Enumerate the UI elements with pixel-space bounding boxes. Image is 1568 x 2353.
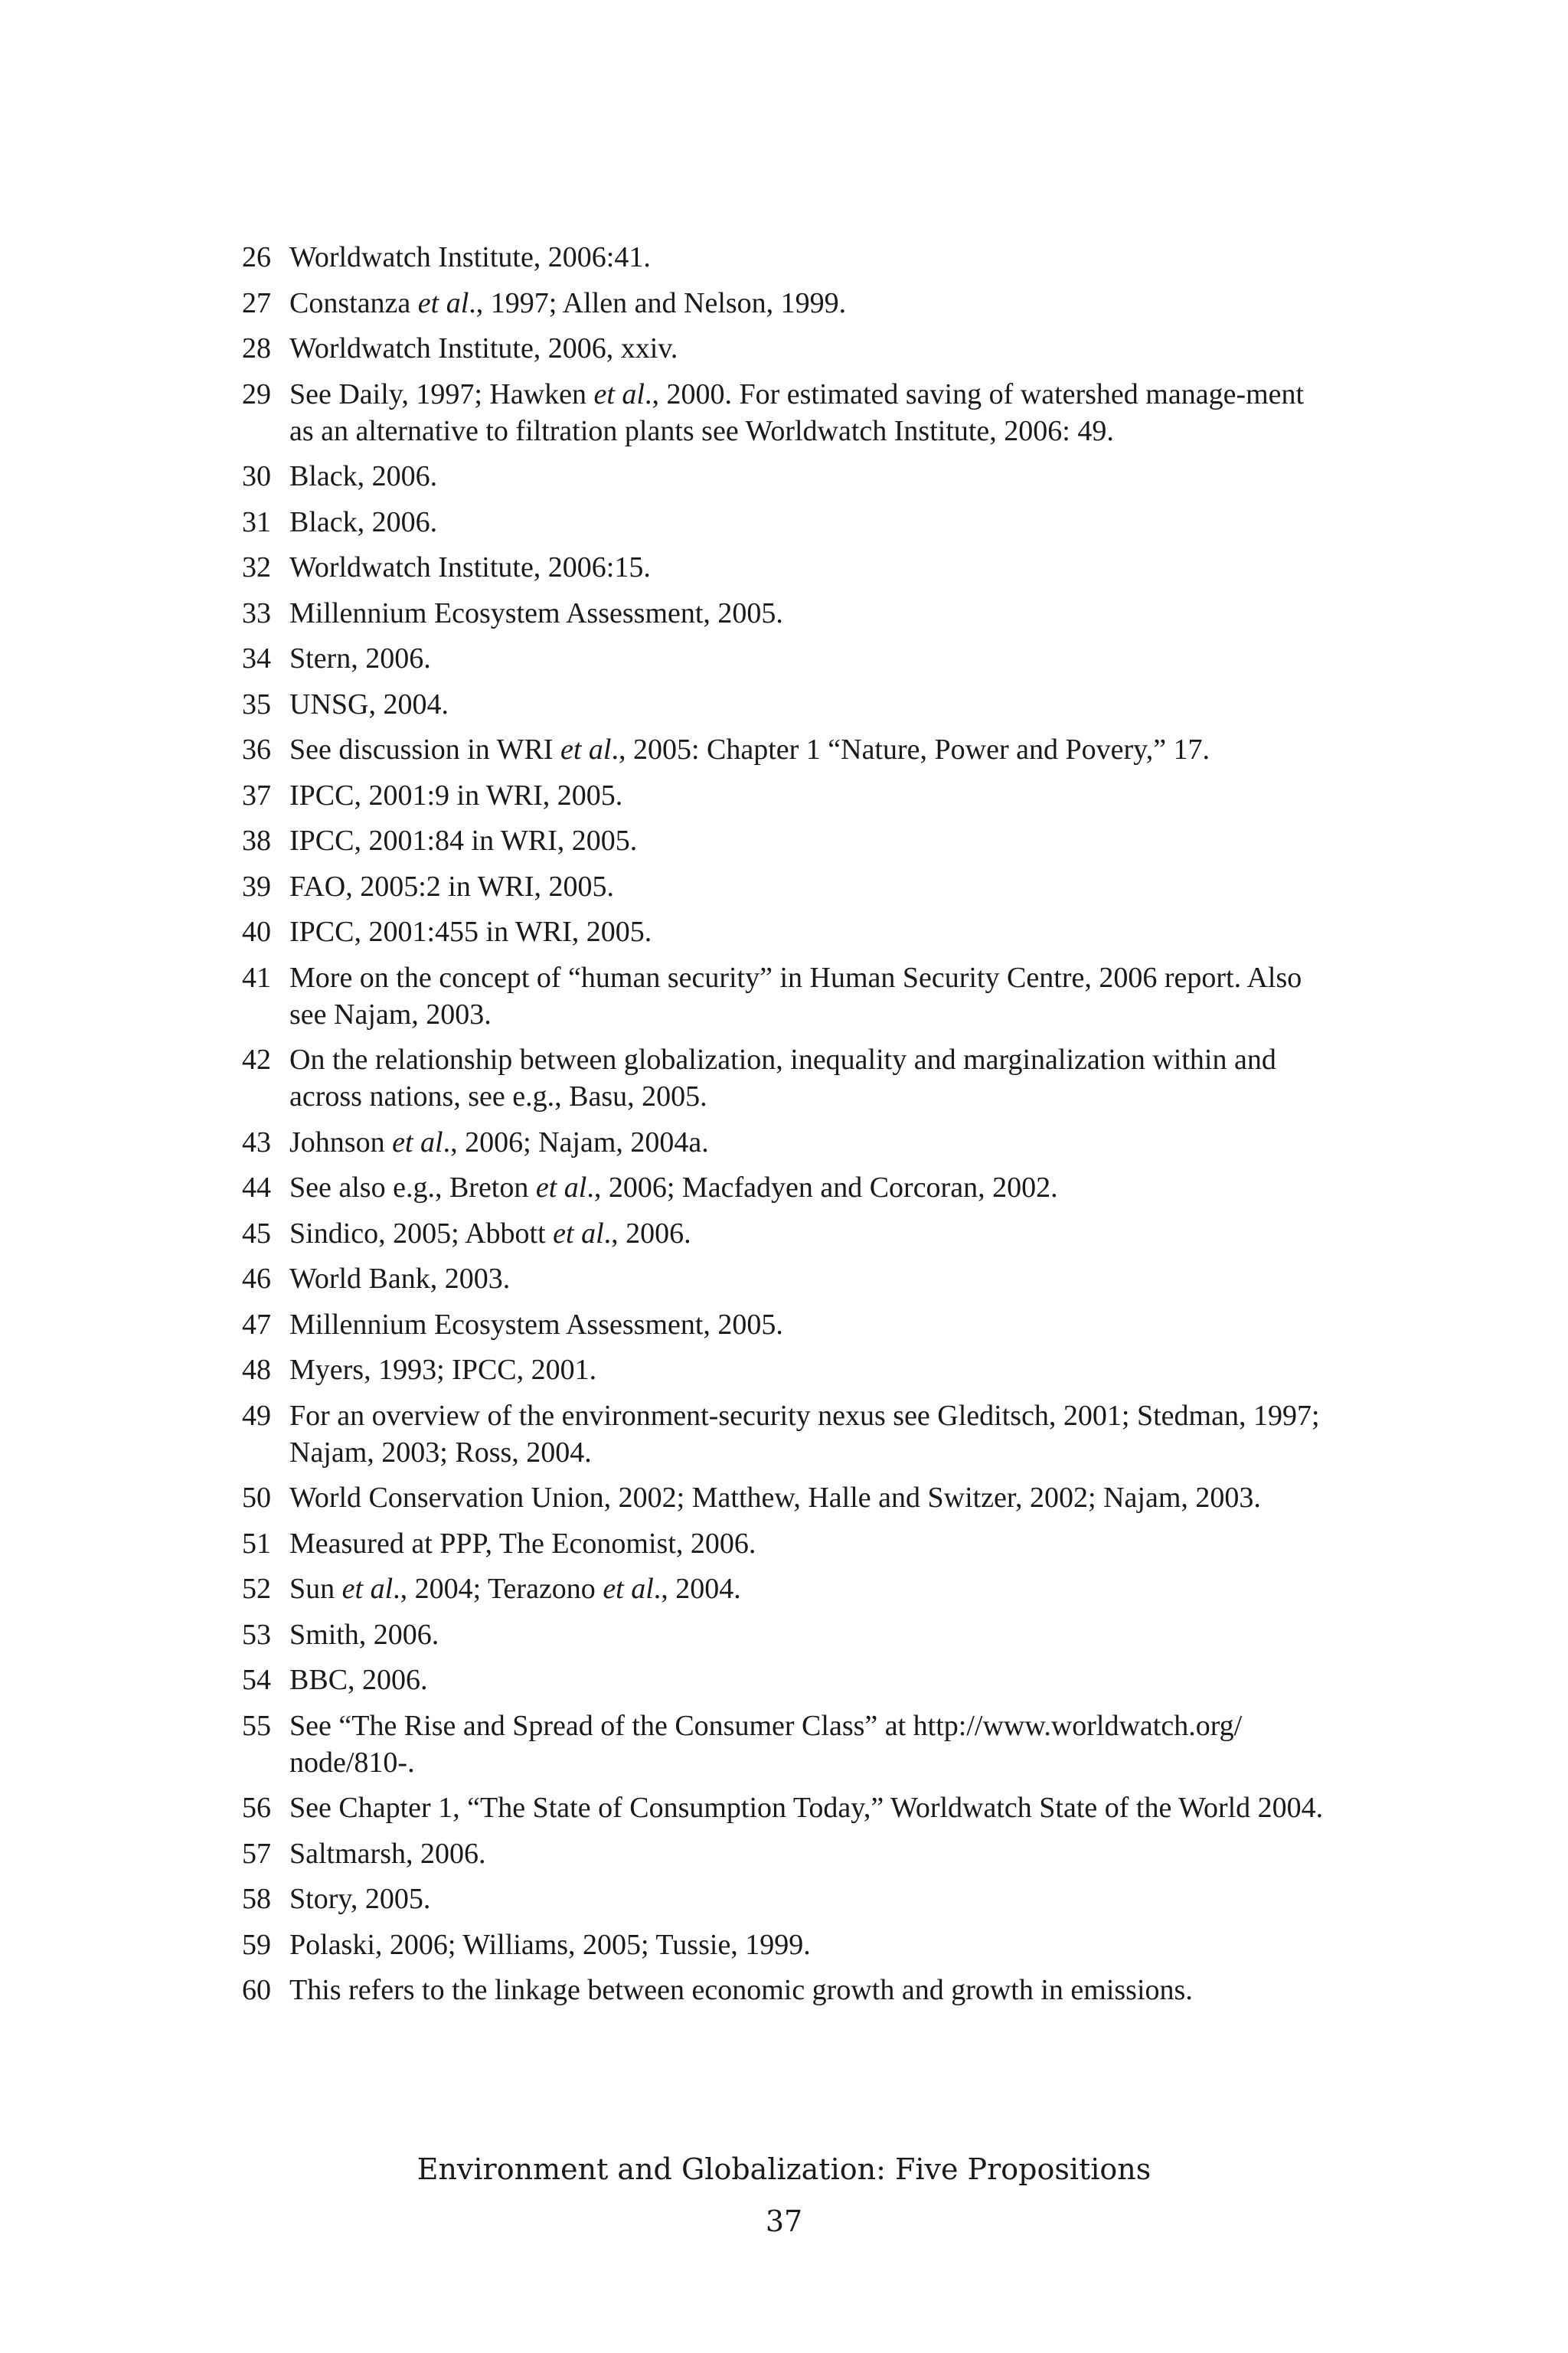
endnote-text: See “The Rise and Spread of the Consumer Class” at http://www.worldwatch.org/ node/810-. bbox=[289, 1709, 1243, 1779]
endnote-number: 42 bbox=[242, 1044, 271, 1076]
endnote-item bbox=[242, 868, 1329, 905]
endnote-text: See discussion in WRI et al., 2005: Chapter 1 “Nature, Power and Povery,” 17. bbox=[289, 734, 1210, 766]
endnote-item bbox=[242, 822, 1329, 859]
endnote-number: 32 bbox=[242, 551, 271, 583]
endnote-number: 27 bbox=[242, 286, 271, 319]
endnote-number: 43 bbox=[242, 1126, 271, 1159]
endnote-text: See Daily, 1997; Hawken et al., 2000. For estimated saving of watershed manage-ment as an alternative to filtration plants see Worldwatch Institute, 2006: 49. bbox=[289, 377, 1305, 447]
endnote-number: 46 bbox=[242, 1263, 271, 1295]
endnote-item bbox=[242, 1789, 1329, 1826]
endnote-text: Worldwatch Institute, 2006:41. bbox=[289, 241, 651, 273]
endnote-item bbox=[242, 504, 1329, 541]
endnote-text: IPCC, 2001:84 in WRI, 2005. bbox=[289, 825, 638, 857]
endnote-item bbox=[242, 1525, 1329, 1562]
endnote-number: 59 bbox=[242, 1928, 271, 1961]
endnotes-list bbox=[242, 239, 1329, 2018]
endnote-text: Worldwatch Institute, 2006, xxiv. bbox=[289, 332, 678, 364]
endnote-item bbox=[242, 1570, 1329, 1607]
endnote-number: 49 bbox=[242, 1399, 271, 1432]
endnote-text: For an overview of the environment-security nexus see Gleditsch, 2001; Stedman, 1997; Najam, 2003; Ross, 2004. bbox=[289, 1399, 1320, 1469]
endnote-number: 48 bbox=[242, 1354, 271, 1386]
endnote-item bbox=[242, 549, 1329, 586]
endnote-item bbox=[242, 239, 1329, 276]
endnote-item bbox=[242, 1351, 1329, 1388]
endnote-text: Worldwatch Institute, 2006:15. bbox=[289, 551, 651, 583]
endnote-text: Polaski, 2006; Williams, 2005; Tussie, 1999. bbox=[289, 1928, 811, 1961]
endnote-number: 50 bbox=[242, 1482, 271, 1514]
endnote-number: 35 bbox=[242, 688, 271, 721]
endnote-number: 52 bbox=[242, 1573, 271, 1605]
endnote-text: Black, 2006. bbox=[289, 505, 438, 538]
endnote-text: Story, 2005. bbox=[289, 1883, 431, 1915]
endnote-text: This refers to the linkage between economic growth and growth in emissions. bbox=[289, 1974, 1193, 2006]
endnote-text: FAO, 2005:2 in WRI, 2005. bbox=[289, 870, 614, 903]
endnote-number: 33 bbox=[242, 596, 271, 629]
endnote-number: 37 bbox=[242, 779, 271, 812]
endnote-item bbox=[242, 959, 1329, 1033]
endnote-number: 34 bbox=[242, 642, 271, 675]
endnote-text: World Conservation Union, 2002; Matthew, Halle and Switzer, 2002; Najam, 2003. bbox=[289, 1482, 1261, 1514]
endnote-text: Sun et al., 2004; Terazono et al., 2004. bbox=[289, 1573, 741, 1605]
endnote-item bbox=[242, 1260, 1329, 1297]
endnote-text: Myers, 1993; IPCC, 2001. bbox=[289, 1354, 597, 1386]
endnote-item bbox=[242, 1662, 1329, 1698]
endnote-text: On the relationship between globalization, inequality and marginalization within and across nations, see e.g., Basu, 2005. bbox=[289, 1044, 1276, 1113]
endnote-number: 58 bbox=[242, 1883, 271, 1915]
endnote-number: 30 bbox=[242, 460, 271, 492]
endnote-item bbox=[242, 1835, 1329, 1872]
endnote-text: IPCC, 2001:9 in WRI, 2005. bbox=[289, 779, 623, 812]
endnote-number: 38 bbox=[242, 825, 271, 857]
endnote-text: Smith, 2006. bbox=[289, 1618, 439, 1651]
running-title: Environment and Globalization: Five Propositions bbox=[416, 2152, 1152, 2186]
endnote-item bbox=[242, 1479, 1329, 1516]
endnote-item bbox=[242, 1041, 1329, 1115]
endnote-number: 51 bbox=[242, 1527, 271, 1560]
endnote-item bbox=[242, 731, 1329, 768]
endnote-item bbox=[242, 1708, 1329, 1781]
endnote-item bbox=[242, 1972, 1329, 2008]
endnote-item bbox=[242, 1616, 1329, 1653]
endnote-item bbox=[242, 285, 1329, 322]
endnote-text: Black, 2006. bbox=[289, 460, 438, 492]
endnote-text: Saltmarsh, 2006. bbox=[289, 1837, 486, 1870]
endnote-item bbox=[242, 640, 1329, 677]
endnote-item bbox=[242, 686, 1329, 723]
endnote-item bbox=[242, 1306, 1329, 1343]
endnote-number: 45 bbox=[242, 1217, 271, 1250]
endnote-item bbox=[242, 1169, 1329, 1206]
endnote-number: 55 bbox=[242, 1709, 271, 1742]
endnote-text: Johnson et al., 2006; Najam, 2004a. bbox=[289, 1126, 709, 1159]
endnote-number: 41 bbox=[242, 961, 271, 994]
endnote-item bbox=[242, 376, 1329, 449]
endnote-number: 28 bbox=[242, 332, 271, 364]
endnote-text: Millennium Ecosystem Assessment, 2005. bbox=[289, 1308, 783, 1341]
endnote-text: UNSG, 2004. bbox=[289, 688, 449, 721]
endnote-text: BBC, 2006. bbox=[289, 1664, 428, 1696]
endnote-text: Stern, 2006. bbox=[289, 642, 431, 675]
endnote-number: 44 bbox=[242, 1172, 271, 1204]
endnote-item bbox=[242, 777, 1329, 814]
endnote-item bbox=[242, 595, 1329, 632]
endnote-item bbox=[242, 913, 1329, 950]
endnote-number: 47 bbox=[242, 1308, 271, 1341]
endnote-item bbox=[242, 330, 1329, 367]
endnote-item bbox=[242, 1397, 1329, 1471]
endnote-number: 60 bbox=[242, 1974, 271, 2006]
endnote-number: 53 bbox=[242, 1618, 271, 1651]
endnote-number: 40 bbox=[242, 916, 271, 948]
endnote-item bbox=[242, 1881, 1329, 1917]
endnote-text: World Bank, 2003. bbox=[289, 1263, 511, 1295]
endnote-item bbox=[242, 458, 1329, 495]
endnote-text: See Chapter 1, “The State of Consumption Today,” Worldwatch State of the World 2004. bbox=[289, 1792, 1324, 1824]
endnote-text: More on the concept of “human security” in Human Security Centre, 2006 report. Also see Najam, 2003. bbox=[289, 961, 1302, 1031]
endnote-text: Sindico, 2005; Abbott et al., 2006. bbox=[289, 1217, 691, 1250]
endnote-number: 26 bbox=[242, 241, 271, 273]
endnote-text: Millennium Ecosystem Assessment, 2005. bbox=[289, 596, 783, 629]
endnote-number: 36 bbox=[242, 734, 271, 766]
endnote-number: 29 bbox=[242, 377, 271, 410]
endnote-item bbox=[242, 1215, 1329, 1252]
endnote-text: Constanza et al., 1997; Allen and Nelson, 1999. bbox=[289, 286, 847, 319]
endnote-number: 31 bbox=[242, 505, 271, 538]
endnote-item bbox=[242, 1927, 1329, 1963]
endnote-item bbox=[242, 1124, 1329, 1161]
endnote-number: 39 bbox=[242, 870, 271, 903]
endnote-text: IPCC, 2001:455 in WRI, 2005. bbox=[289, 916, 652, 948]
endnote-text: See also e.g., Breton et al., 2006; Macfadyen and Corcoran, 2002. bbox=[289, 1172, 1058, 1204]
endnote-text: Measured at PPP, The Economist, 2006. bbox=[289, 1527, 756, 1560]
endnote-number: 56 bbox=[242, 1792, 271, 1824]
endnote-number: 54 bbox=[242, 1664, 271, 1696]
page-number: 37 bbox=[765, 2204, 803, 2238]
endnote-number: 57 bbox=[242, 1837, 271, 1870]
